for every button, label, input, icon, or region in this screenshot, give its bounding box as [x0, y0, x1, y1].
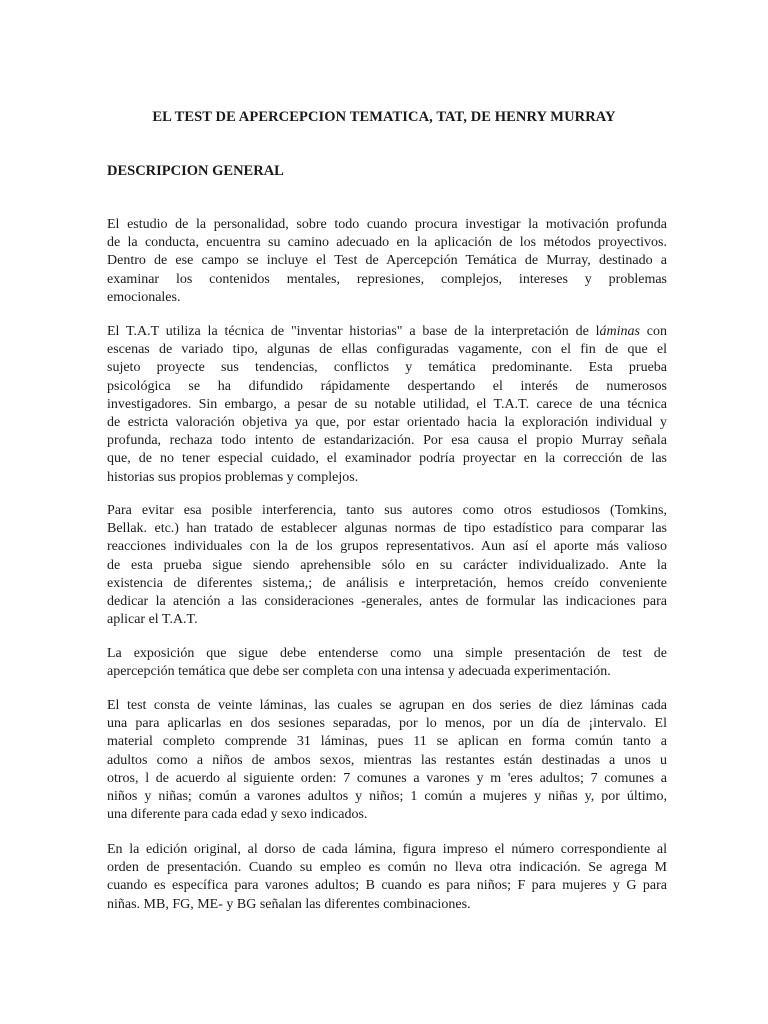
- text-line: de esta prueba sigue siendo aprehensible sólo en su carácter individualizado. Ante la: [107, 557, 667, 573]
- paragraph-3: [107, 502, 667, 629]
- italic-text-run: áminas: [599, 324, 640, 339]
- text-line: niñas. MB, FG, ME- y BG señalan las diferentes combinaciones.: [107, 896, 471, 912]
- text-line: El test consta de veinte láminas, las cuales se agrupan en dos series de diez láminas cada: [107, 698, 667, 713]
- text-line: otros, l de acuerdo al siguiente orden: 7 comunes a varones y m 'eres adultos; 7 comunes a: [107, 770, 667, 786]
- text-line: psicológica se ha difundido rápidamente despertando el interés de numerosos: [107, 378, 667, 394]
- text-line: existencia de diferentes sistema,; de análisis e interpretación, hemos creído conveniente: [107, 575, 667, 591]
- document-title: EL TEST DE APERCEPCION TEMATICA, TAT, DE HENRY MURRAY: [152, 109, 616, 125]
- paragraph-4: [107, 645, 667, 681]
- text-line: Para evitar esa posible interferencia, tanto sus autores como otros estudiosos (Tomkins,: [107, 503, 667, 518]
- text-line: examinar los contenidos mentales, represiones, complejos, intereses y problemas: [107, 271, 667, 287]
- text-line: aplicar el T.A.T.: [107, 612, 198, 628]
- text-line: una diferente para cada edad y sexo indicados.: [107, 807, 368, 823]
- text-line: adultos como a niños de ambos sexos, mientras las restantes están destinadas a unos u: [107, 752, 667, 768]
- text-line: orden de presentación. Cuando su empleo es común no lleva otra indicación. Se agrega M: [107, 860, 667, 876]
- text-line: En la edición original, al dorso de cada lámina, figura impreso el número correspondiente al: [107, 842, 667, 857]
- text-line: una para aplicarlas en dos sesiones separadas, por lo menos, por un día de ¡intervalo. El: [107, 716, 667, 732]
- text-line: sujeto proyecte sus tendencias, conflictos y temática predominante. Esta prueba: [107, 360, 667, 376]
- text-line: profunda, rechaza todo intento de estandarización. Por esa causa el propio Murray señala: [107, 433, 667, 449]
- paragraph-6: [107, 841, 667, 914]
- text-line: escenas de variado tipo, algunas de ellas configuradas vagamente, con el fin de que el: [107, 342, 667, 358]
- paragraph-1: [107, 216, 667, 307]
- text-line: niños y niñas; común a varones adultos y niños; 1 común a mujeres y niñas y, por último,: [107, 788, 667, 804]
- text-line: cuando es específica para varones adultos; B cuando es para niños; F para mujeres y G para: [107, 878, 667, 894]
- text-line: que, de no tener especial cuidado, el examinador podría proyectar en la corrección de las: [107, 451, 667, 467]
- text-line: investigadores. Sin embargo, a pesar de su notable utilidad, el T.A.T. carece de una técnica: [107, 396, 667, 412]
- text-line: emocionales.: [107, 289, 181, 305]
- text-line: reacciones individuales con la de los grupos representativos. Aun así el aporte más valioso: [107, 539, 667, 555]
- paragraph-2: [107, 323, 667, 487]
- text-line: Dentro de ese campo se incluye el Test de Apercepción Temática de Murray, destinado a: [107, 253, 667, 269]
- text-line: material completo comprende 31 láminas, pues 11 se aplican en forma común tanto a: [107, 734, 667, 750]
- text-line: historias sus propios problemas y complejos.: [107, 469, 359, 485]
- text-line: de la conducta, encuentra su camino adecuado en la aplicación de los métodos proyectivos.: [107, 235, 667, 251]
- text-run: con: [639, 324, 668, 339]
- paragraph-5: [107, 697, 667, 824]
- text-line: Bellak. etc.) han tratado de establecer algunas normas de tipo estadístico para comparar las: [107, 521, 667, 537]
- text-line: apercepción temática que debe ser completa con una intensa y adecuada experimentación.: [107, 664, 611, 680]
- text-line: dedicar la atención a las consideraciones -generales, antes de formular las indicaciones para: [107, 593, 667, 609]
- text-line: El estudio de la personalidad, sobre todo cuando procura investigar la motivación profunda: [107, 217, 667, 232]
- section-heading: DESCRIPCION GENERAL: [107, 163, 284, 179]
- text-line: La exposición que sigue debe entenderse como una simple presentación de test de: [107, 646, 667, 661]
- text-line-mixed: [107, 323, 667, 341]
- text-line: de estricta valoración objetiva ya que, por estar orientado hacia la exploración individual y: [107, 414, 667, 430]
- text-run: El T.A.T utiliza la técnica de "inventar historias" a base de la interpretación de l: [107, 324, 600, 339]
